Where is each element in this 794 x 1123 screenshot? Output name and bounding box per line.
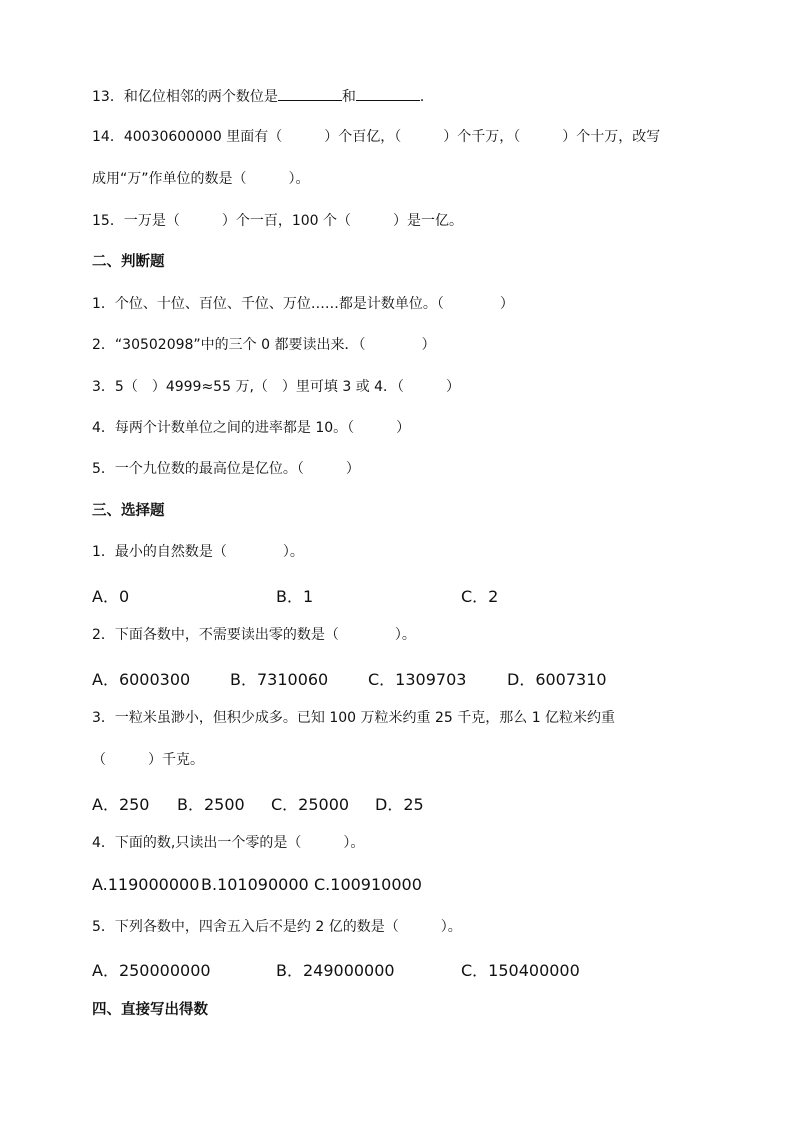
choice-q1-option-c[interactable]: C．2 bbox=[461, 587, 499, 606]
choice-q5-option-a[interactable]: A．250000000 bbox=[92, 961, 211, 980]
choice-q3-option-c[interactable]: C．25000 bbox=[271, 795, 350, 814]
choice-q3-option-a[interactable]: A．250 bbox=[92, 795, 150, 814]
q13-blank-2[interactable] bbox=[356, 86, 420, 101]
choice-q1-option-b[interactable]: B．1 bbox=[276, 587, 314, 606]
question-14-line-1: 14．40030600000 里面有（ ）个百亿，（ ）个千万，（ ）个十万，改写 bbox=[92, 129, 661, 145]
judge-item-4: 4．每两个计数单位之间的进率都是 10。（ ） bbox=[92, 420, 411, 436]
choice-q5-option-c[interactable]: C．150400000 bbox=[461, 961, 580, 980]
choice-q2-option-d[interactable]: D．6007310 bbox=[507, 670, 607, 689]
question-13 bbox=[92, 86, 712, 107]
q13-end: ． bbox=[419, 89, 434, 105]
section-heading-judge: 二、判断题 bbox=[92, 254, 165, 270]
choice-q4-option-b[interactable]: B.101090000 bbox=[201, 875, 309, 894]
q13-mid: 和 bbox=[341, 89, 356, 105]
judge-item-3: 3．5（ ）4999≈55 万,（ ）里可填 3 或 4．（ ） bbox=[92, 379, 461, 395]
section-heading-calc: 四、直接写出得数 bbox=[92, 1002, 208, 1018]
judge-item-2: 2．“30502098”中的三个 0 都要读出来．（ ） bbox=[92, 337, 436, 353]
question-14-line-2: 成用“万”作单位的数是（ ）。 bbox=[92, 171, 310, 187]
choice-q5-stem: 5．下列各数中，四舍五入后不是约 2 亿的数是（ ）。 bbox=[92, 919, 462, 935]
q13-prefix: 13．和亿位相邻的两个数位是 bbox=[92, 89, 278, 105]
q13-blank-1[interactable] bbox=[278, 86, 342, 101]
choice-q4-option-c[interactable]: C.100910000 bbox=[314, 875, 422, 894]
choice-q1-option-a[interactable]: A．0 bbox=[92, 587, 130, 606]
choice-q5-option-b[interactable]: B．249000000 bbox=[276, 961, 395, 980]
choice-q4-stem: 4．下面的数,只读出一个零的是（ ）。 bbox=[92, 835, 365, 851]
section-heading-choice: 三、选择题 bbox=[92, 503, 165, 519]
choice-q3-option-b[interactable]: B．2500 bbox=[177, 795, 245, 814]
choice-q2-option-c[interactable]: C．1309703 bbox=[368, 670, 467, 689]
choice-q2-option-a[interactable]: A．6000300 bbox=[92, 670, 191, 689]
choice-q3-stem-line-1: 3．一粒米虽渺小，但积少成多。已知 100 万粒米约重 25 千克，那么 1 亿粒米约重 bbox=[92, 710, 616, 726]
choice-q2-stem: 2．下面各数中，不需要读出零的数是（ ）。 bbox=[92, 627, 416, 643]
judge-item-5: 5．一个九位数的最高位是亿位。（ ） bbox=[92, 461, 360, 477]
choice-q3-stem-line-2: （ ）千克。 bbox=[92, 752, 204, 768]
choice-q1-stem: 1．最小的自然数是（ ）。 bbox=[92, 544, 304, 560]
choice-q3-option-d[interactable]: D．25 bbox=[375, 795, 424, 814]
judge-item-1: 1．个位、十位、百位、千位、万位……都是计数单位。（ ） bbox=[92, 296, 514, 312]
choice-q2-option-b[interactable]: B．7310060 bbox=[230, 670, 329, 689]
question-15: 15．一万是（ ）个一百，100 个（ ）是一亿。 bbox=[92, 213, 463, 229]
choice-q4-option-a[interactable]: A.119000000 bbox=[92, 875, 200, 894]
